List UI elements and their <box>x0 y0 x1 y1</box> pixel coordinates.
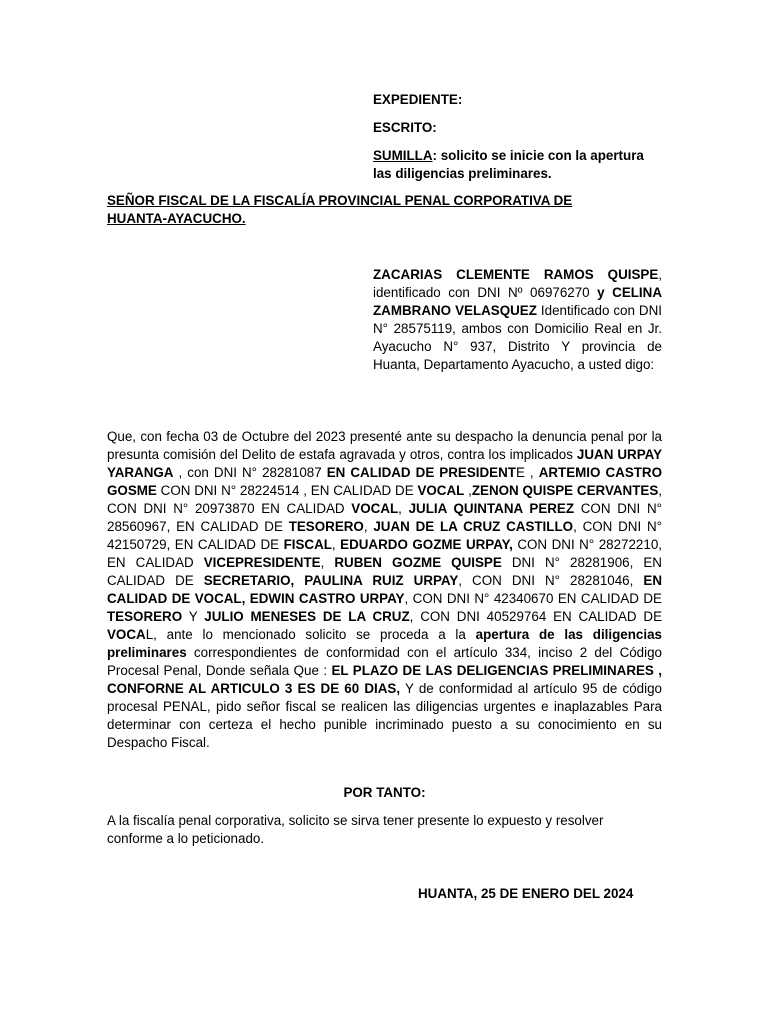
petitioner-2-name: CELINA ZAMBRANO VELASQUEZ <box>373 285 662 318</box>
body-segment: , CON DNI N° 42150729, EN CALIDAD DE <box>107 519 662 552</box>
body-segment: VOCAL <box>417 483 465 498</box>
body-segment: TESORERO <box>107 609 183 624</box>
petitioner-2-details: Identificado con DNI N° 28575119, ambos con Domicilio Real en Jr. Ayacucho N° 937, Distrito Y provincia de Huanta, Departamento Ayacucho, a usted digo: <box>373 303 662 372</box>
body-segment: VOCAL <box>351 501 399 516</box>
body-segment: SECRETARIO, PAULINA RUIZ URPAY <box>203 573 459 588</box>
body-segment: E , <box>515 465 539 480</box>
body-segment: ARTEMIO CASTRO GOSME <box>107 465 663 498</box>
body-segment: , CON DNI 40529764 EN CALIDAD DE <box>409 609 662 624</box>
petitioner-1-details: , identificado con DNI Nº 06976270 <box>373 267 662 300</box>
body-segment: VICEPRESIDENTE <box>203 555 321 570</box>
petitioner-1-name: ZACARIAS CLEMENTE RAMOS QUISPE <box>373 267 659 282</box>
body-segment: JUAN DE LA CRUZ CASTILLO <box>373 519 574 534</box>
conjunction: y <box>597 285 605 300</box>
date-line: HUANTA, 25 DE ENERO DEL 2024 <box>418 886 634 901</box>
body-segment: VOCA <box>107 627 146 642</box>
sumilla <box>373 147 663 183</box>
body-segment: , <box>331 537 341 552</box>
body-segment: CON DNI N° 28560967, EN CALIDAD DE <box>107 501 662 534</box>
body-segment: , CON DNI N° 28281046, <box>458 573 644 588</box>
addressee-heading: SEÑOR FISCAL DE LA FISCALÍA PROVINCIAL PENAL CORPORATIVA DE HUANTA-AYACUCHO. <box>107 193 573 226</box>
expediente-label: EXPEDIENTE: <box>373 92 463 107</box>
body-segment: apertura de las diligencias preliminares <box>107 627 662 660</box>
closing-paragraph: A la fiscalía penal corporativa, solicito se sirva tener presente lo expuesto y resolver conforme a lo peticionado. <box>107 813 604 846</box>
body-segment: L, ante lo mencionado solicito se proceda a la <box>145 627 476 642</box>
body-paragraph <box>107 428 662 752</box>
body-segment: , <box>320 555 335 570</box>
body-segment: FISCAL <box>283 537 332 552</box>
body-segment: CON DNI N° 28272210, EN CALIDAD <box>107 537 662 570</box>
body-segment: JUAN URPAY YARANGA <box>107 447 663 480</box>
body-segment: , CON DNI N° 42340670 EN CALIDAD DE <box>404 591 662 606</box>
body-segment: RUBEN GOZME QUISPE <box>334 555 502 570</box>
body-segment: , con DNI N° 28281087 <box>173 465 327 480</box>
body-segment: , <box>363 519 374 534</box>
sumilla-text: : solicito se inicie con la apertura las diligencias preliminares. <box>373 148 644 181</box>
body-segment: EDUARDO GOZME URPAY, <box>340 537 513 552</box>
body-segment: , <box>464 483 472 498</box>
body-segment: Que, con fecha 03 de Octubre del 2023 presenté ante su despacho la denuncia penal por la presunta comisión del Delito de estafa agravada y otros, contra los implicados <box>107 429 662 462</box>
body-segment: Y de conformidad al artículo 95 de código procesal PENAL, pido señor fiscal se realicen las diligencias urgentes e inaplazables Para determinar con certeza el hecho punible incriminado puesto a su conocimiento en su Despacho Fiscal. <box>107 681 662 750</box>
body-segment: JULIO MENESES DE LA CRUZ <box>204 609 410 624</box>
body-segment: , CON DNI N° 20973870 EN CALIDAD <box>107 483 662 516</box>
body-segment: Y <box>182 609 205 624</box>
body-segment: EN CALIDAD DE VOCAL, EDWIN CASTRO URPAY <box>107 573 662 606</box>
body-segment: DNI N° 28281906, EN CALIDAD DE <box>107 555 662 588</box>
body-segment: TESORERO <box>288 519 364 534</box>
sumilla-label: SUMILLA <box>373 148 433 163</box>
body-segment: , <box>398 501 409 516</box>
por-tanto-heading: POR TANTO: <box>343 785 426 800</box>
petitioners-intro <box>373 266 662 374</box>
escrito-label: ESCRITO: <box>373 120 437 135</box>
body-segment: ZENON QUISPE CERVANTES <box>471 483 659 498</box>
body-segment: JULIA QUINTANA PEREZ <box>408 501 575 516</box>
body-segment: correspondientes de conformidad con el artículo 334, inciso 2 del Código Procesal Penal, Donde señala Que : <box>107 645 662 678</box>
body-segment: EL PLAZO DE LAS DELIGENCIAS PRELIMINARES , CONFORNE AL ARTICULO 3 ES DE 60 DIAS, <box>107 663 662 696</box>
body-segment: EN CALIDAD DE PRESIDENT <box>326 465 516 480</box>
body-segment: CON DNI N° 28224514 , EN CALIDAD DE <box>156 483 418 498</box>
